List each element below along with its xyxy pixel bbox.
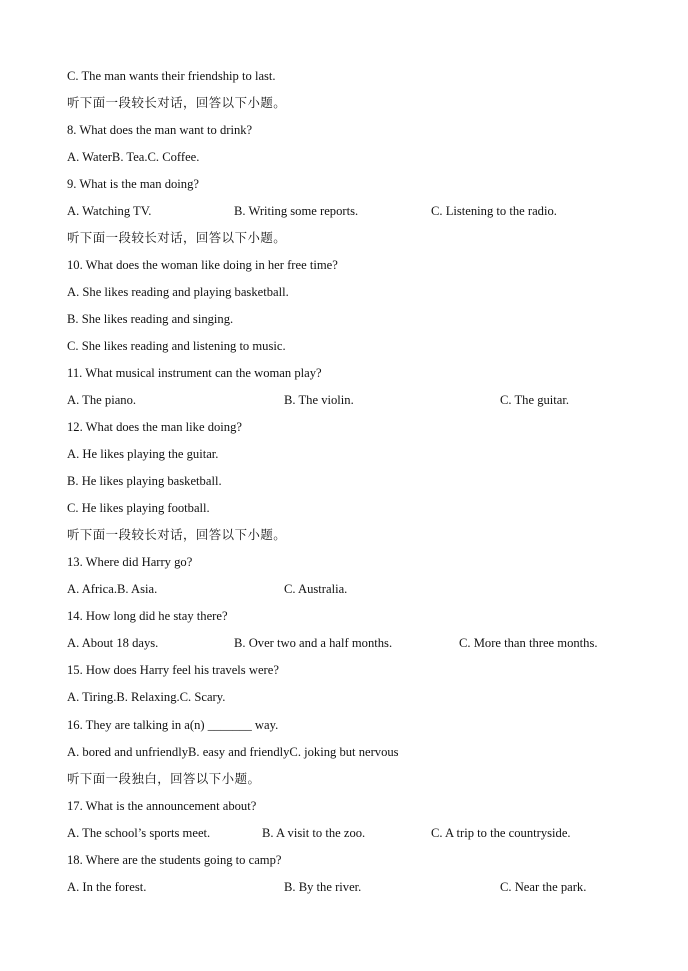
question-9-option-a: A. Watching TV. <box>67 204 152 218</box>
question-13-option-c: C. Australia. <box>284 582 348 596</box>
question-12-option-c: C. He likes playing football. <box>67 501 210 515</box>
question-11: 11. What musical instrument can the woman play? <box>67 366 322 380</box>
question-18-option-b: B. By the river. <box>284 880 362 894</box>
answer-option: C. The man wants their friendship to last. <box>67 69 276 83</box>
question-11-option-a: A. The piano. <box>67 393 137 407</box>
question-13: 13. Where did Harry go? <box>67 555 193 569</box>
question-15-options: A. Tiring.B. Relaxing.C. Scary. <box>67 690 226 704</box>
question-15: 15. How does Harry feel his travels were? <box>67 663 279 677</box>
question-18-option-c: C. Near the park. <box>500 880 587 894</box>
question-9-option-c: C. Listening to the radio. <box>431 204 557 218</box>
question-17: 17. What is the announcement about? <box>67 799 257 813</box>
question-10-option-a: A. She likes reading and playing basketball. <box>67 285 289 299</box>
question-14-option-a: A. About 18 days. <box>67 636 159 650</box>
question-17-option-b: B. A visit to the zoo. <box>262 826 366 840</box>
question-10: 10. What does the woman like doing in her free time? <box>67 258 338 272</box>
section-instruction: 听下面一段较长对话，回答以下小题。 <box>67 527 287 542</box>
question-10-option-b: B. She likes reading and singing. <box>67 312 234 326</box>
question-12: 12. What does the man like doing? <box>67 420 242 434</box>
section-instruction: 听下面一段较长对话，回答以下小题。 <box>67 230 287 245</box>
question-18-option-a: A. In the forest. <box>67 880 147 894</box>
question-17-option-c: C. A trip to the countryside. <box>431 826 571 840</box>
question-9-option-b: B. Writing some reports. <box>234 204 359 218</box>
question-9: 9. What is the man doing? <box>67 177 199 191</box>
question-8-options: A. WaterB. Tea.C. Coffee. <box>67 150 200 164</box>
question-16-options: A. bored and unfriendlyB. easy and friendlyC. joking but nervous <box>67 745 399 759</box>
section-instruction: 听下面一段较长对话，回答以下小题。 <box>67 95 287 110</box>
question-17-option-a: A. The school’s sports meet. <box>67 826 211 840</box>
question-12-option-a: A. He likes playing the guitar. <box>67 447 219 461</box>
question-14-option-c: C. More than three months. <box>459 636 598 650</box>
question-18: 18. Where are the students going to camp? <box>67 853 282 867</box>
question-14-option-b: B. Over two and a half months. <box>234 636 393 650</box>
question-11-option-c: C. The guitar. <box>500 393 570 407</box>
question-14: 14. How long did he stay there? <box>67 609 228 623</box>
question-10-option-c: C. She likes reading and listening to music. <box>67 339 286 353</box>
section-instruction: 听下面一段独白，回答以下小题。 <box>67 771 261 786</box>
question-13-options-ab: A. Africa.B. Asia. <box>67 582 158 596</box>
question-16: 16. They are talking in a(n) _______ way. <box>67 718 279 732</box>
question-8: 8. What does the man want to drink? <box>67 123 253 137</box>
question-11-option-b: B. The violin. <box>284 393 354 407</box>
question-12-option-b: B. He likes playing basketball. <box>67 474 222 488</box>
